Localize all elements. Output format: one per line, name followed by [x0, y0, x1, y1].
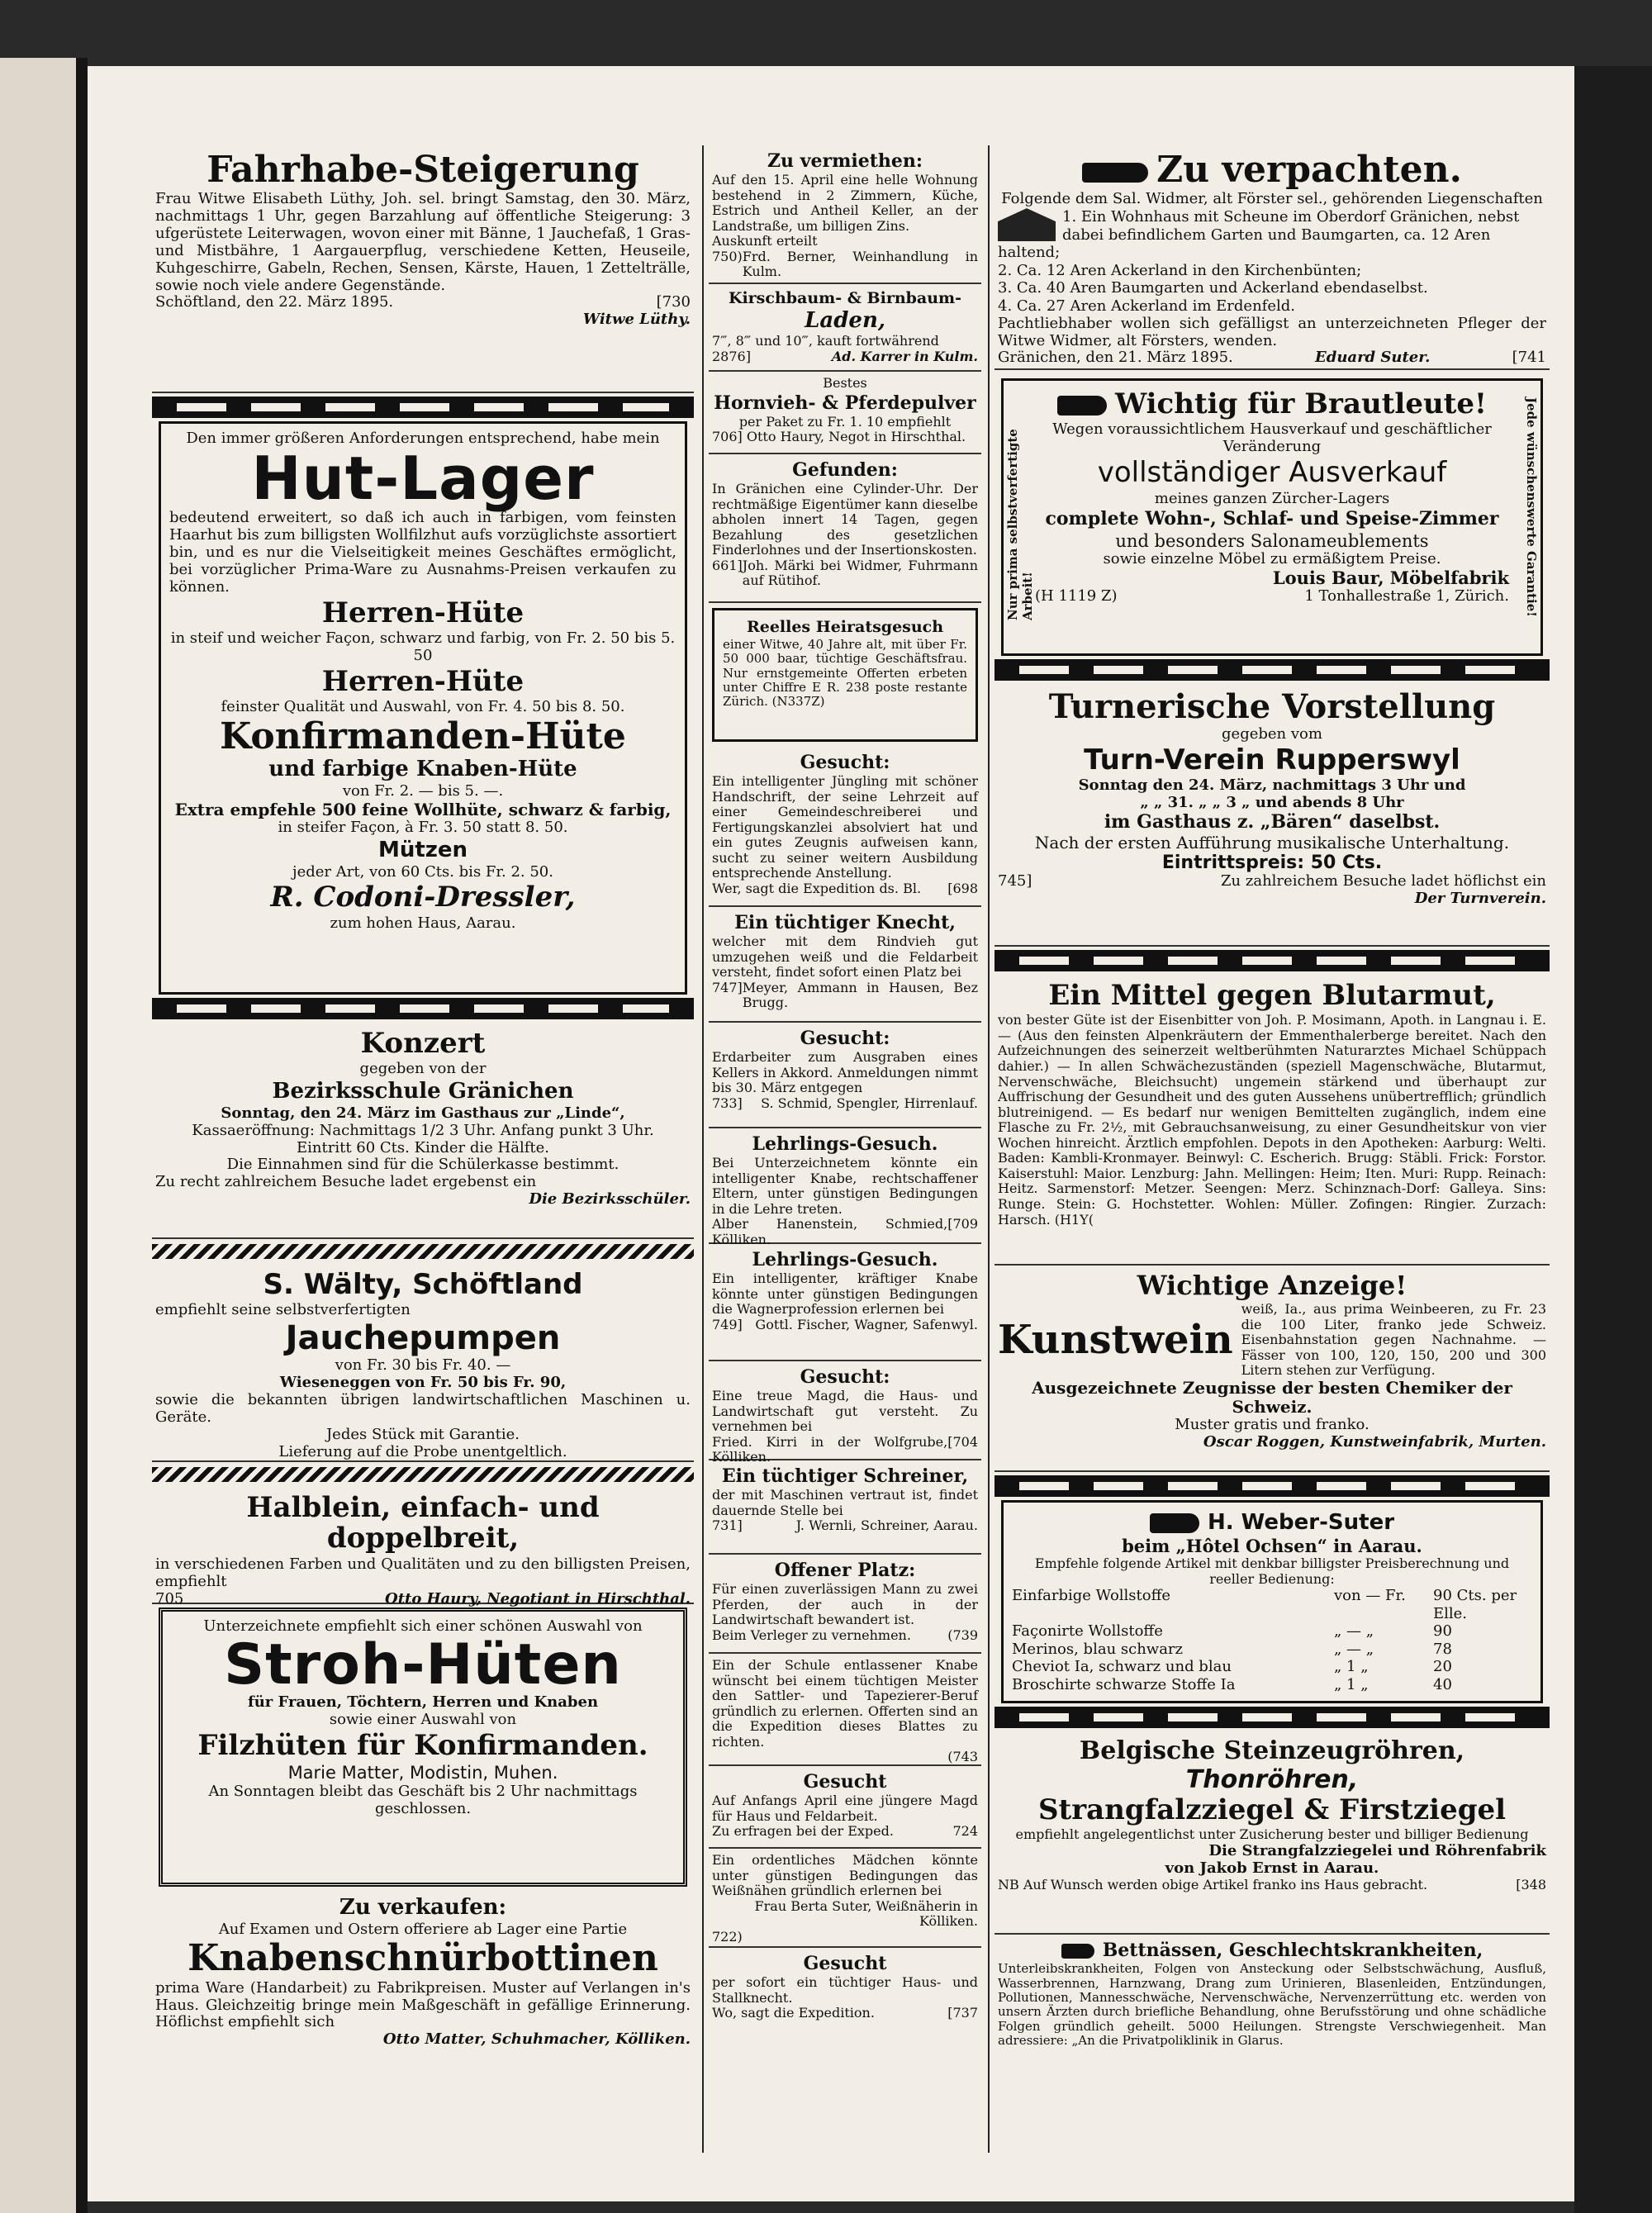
ad-title: Zu verpachten.	[1156, 149, 1462, 191]
ad-waelty	[152, 1264, 694, 1462]
price-from: von — Fr.	[1334, 1587, 1406, 1605]
ad-firm: Die Strangfalzziegelei und Röhrenfabrik	[1208, 1841, 1546, 1859]
ad-title: Turnerische Vorstellung	[1048, 687, 1496, 726]
price-item: Merinos, blau schwarz	[1012, 1640, 1184, 1658]
ad-number: [709	[947, 1216, 978, 1232]
ad-hutlager	[159, 421, 687, 995]
ad-heading: vollständiger Ausverkauf	[1097, 456, 1447, 490]
ad-body: empfiehlt angelegentlichst unter Zusicherung bester und billiger Bedienung	[1015, 1826, 1529, 1843]
ad-text: Zu recht zahlreichem Besuche ladet ergebenst ein	[155, 1173, 537, 1191]
ad-number: [704	[947, 1433, 978, 1450]
ad-body: Bei Unterzeichnetem könnte ein intelligenter Knabe, rechtschaffener Eltern, unter günstigen Bedingungen in die Lehre treten.	[712, 1155, 978, 1217]
ad-title: Lehrlings-Gesuch.	[752, 1133, 938, 1155]
ad-heading: Mützen	[377, 837, 468, 862]
price-value: 20	[1433, 1658, 1452, 1676]
ad-text: Sonntag, den 24. März im Gasthaus zur „Linde“,	[221, 1104, 625, 1122]
ad-title: Zu vermiethen:	[767, 150, 923, 172]
list-item: 4. Ca. 27 Aren Ackerland im Erdenfeld.	[998, 297, 1295, 316]
ad-number: 724	[952, 1823, 978, 1840]
ad-text: in steif und weicher Façon, schwarz und farbig, von Fr. 2. 50 bis 5. 50	[170, 629, 676, 665]
ad-intro: Folgende dem Sal. Widmer, alt Förster sel., gehörenden Liegenschaften	[1001, 190, 1543, 208]
ad-lehrling-wagner	[709, 1244, 981, 1361]
ad-text: Eintrittspreis: 50 Cts.	[1161, 852, 1383, 873]
ad-title: Zu verkaufen:	[339, 1895, 507, 1920]
ad-number: 745]	[998, 872, 1032, 890]
ad-gesucht-jungmagd	[709, 1766, 981, 1849]
ornament-band	[152, 998, 694, 1019]
ad-text: sowie die bekannten übrigen landwirtschaftlichen Maschinen u. Geräte.	[155, 1391, 691, 1426]
ad-text: Lieferung auf die Probe unentgeltlich.	[278, 1442, 567, 1460]
ad-firm: R. Codoni-Dressler,	[270, 881, 576, 914]
ad-text: Zu erfragen bei der Exped.	[712, 1823, 894, 1840]
ad-steinzeug	[995, 1731, 1550, 1935]
ad-text: gegeben von der	[359, 1060, 487, 1078]
ad-body: Ein intelligenter, kräftiger Knabe könnte unter günstigen Bedingungen die Wagnerprofession erlernen bei	[712, 1270, 978, 1318]
ad-text: 7‴, 8‴ und 10‴, kauft fortwährend	[712, 333, 939, 349]
ad-title: Stroh-Hüten	[224, 1631, 622, 1698]
ad-signature: Gottl. Fischer, Wagner, Safenwyl.	[755, 1316, 978, 1332]
price-item: Broschirte schwarze Stoffe Ia	[1012, 1676, 1236, 1694]
ad-number: 2876]	[712, 349, 751, 365]
ad-turnen	[995, 684, 1550, 947]
ornament-band	[995, 1707, 1550, 1728]
ad-body: von bester Güte ist der Eisenbitter von Joh. P. Mosimann, Apoth. in Langnau i. E. — (Aus den feinsten Alpenkräutern der Emmenthalerberge bereitet. Nach den Aufzeichnungen des seinerzeit weltberühmten Naturarztes Michael Schüppach dahier.) — In allen Schwächezuständen (speziell Magenschwäche, Blutarmut, Nervenschwäche, Bleichsucht) ungemein stärkend und überhaupt zur Auffrischung der Gesundheit und des guten Aussehens unübertrefflich; gründlich blutreinigend. — Es bedarf nur wenigen Bemittelten zugänglich, indem eine Flasche zu Fr. 2½, mit Gebrauchsanweisung, zu einer Gesundheitskur von vier Wochen hinreicht. Ärztlich empfohlen. Depots in den Apotheken: Aarburg: Welti. Baden: Kambli-Kronmayer. Beinwyl: C. Escherich. Brugg: Stäbli. Frick: Forstor. Kaiserstuhl: Maior. Lenzburg: Jahn. Mellingen: Heim; Iten. Muri: Rupp. Reinach: Heitz. Sarmenstorf: Metzer. Seengen: Merz. Schinznach-Dorf: Galleya. Sins: Runge. Stein: G. Hochstetter. Wohlen: Müller. Zofingen: Ringier. Zurzach: Harsch. (H1Y(	[998, 1012, 1546, 1228]
side-text-right: Jede wünschenswerte Garantie!	[1524, 397, 1539, 617]
ad-gesucht-magd	[709, 1361, 981, 1465]
list-item: 1. Ein Wohnhaus mit Scheune im Oberdorf Gränichen, nebst dabei befindlichem Garten und Baumgarten, ca. 12 Aren haltend;	[998, 208, 1520, 262]
ad-signature: J. Wernli, Schreiner, Aarau.	[795, 1517, 978, 1534]
ad-title: Gesucht	[803, 1771, 887, 1793]
previous-page-edge	[0, 58, 76, 2213]
ad-product: Jauchepumpen	[285, 1319, 561, 1358]
ad-text: Die Einnahmen sind für die Schülerkasse bestimmt.	[226, 1156, 620, 1174]
ad-place: Gränichen, den 21. März 1895.	[998, 349, 1233, 367]
ad-signature: Witwe Lüthy.	[582, 311, 691, 329]
ad-weissnaeherin	[709, 1849, 981, 1948]
ad-body: Unterleibskrankheiten, Folgen von Ansteckung oder Selbstschwächung, Ausfluß, Wasserbrennen, Harnzwang, Drang zum Urinieren, Blasenleiden, Entzündungen, Pollutionen, Mannesschwäche, Nervenschwäche, Nervenzerrüttung etc. werden von unsern Ärzten durch briefliche Behandlung, ohne Berufsstörung und ohne schädliche Folgen gründlich geheilt. 5000 Heilungen. Strengste Verschwiegenheit. Man adressiere: „An die Privatpoliklinik in Glarus.	[998, 1961, 1546, 2049]
ad-body: Eine treue Magd, die Haus- und Landwirtschaft gut versteht. Zu vernehmen bei	[712, 1388, 978, 1435]
ad-title: Halblein, einfach- und doppelbreit,	[246, 1491, 600, 1555]
ad-signature: Eduard Suter.	[1315, 349, 1431, 367]
ad-signature: S. Schmid, Spengler, Hirrenlauf.	[761, 1095, 978, 1111]
ad-text: für Frauen, Töchtern, Herren und Knaben	[247, 1693, 599, 1712]
ornament-band	[995, 659, 1550, 681]
ad-title: H. Weber-Suter	[1207, 1510, 1395, 1535]
ad-body: Ein intelligenter Jüngling mit schöner Handschrift, der seine Lehrzeit auf einer Gemeindeschreiberei und Fertigungskanzlei absolviert hat und ein gutes Zeugnis aufweisen kann, sucht zu seiner weitern Ausbildung entsprechende Anstellung.	[712, 773, 978, 881]
price-row	[1012, 1641, 1532, 1659]
pointing-hand-icon	[1150, 1513, 1199, 1533]
ad-body: welcher mit dem Rindvieh gut umzugehen weiß und die Feldarbeit versteht, findet sofort einen Platz bei	[712, 933, 978, 981]
ad-list	[998, 208, 1546, 316]
ad-body: In Gränichen eine Cylinder-Uhr. Der rechtmäßige Eigentümer kann dieselbe abholen innert 14 Tagen, gegen Bezahlung des gesetzlichen Finderlohnes und der Insertionskosten.	[712, 481, 978, 558]
ad-knecht	[709, 907, 981, 1023]
ad-number: 749]	[712, 1316, 743, 1332]
column-rule	[988, 145, 990, 2153]
price-item: Einfarbige Wollstoffe	[1012, 1587, 1171, 1605]
ad-firm: von Jakob Ernst in Aarau.	[1165, 1859, 1379, 1877]
ad-number: [730	[656, 293, 691, 311]
ornament-stripes	[152, 1467, 694, 1482]
price-from: „ — „	[1334, 1622, 1374, 1641]
ad-text: jeder Art, von 60 Cts. bis Fr. 2. 50.	[292, 862, 553, 881]
ad-title: Wichtige Anzeige!	[1137, 1270, 1408, 1301]
ad-text: Kassaeröffnung: Nachmittags 1/2 3 Uhr. Anfang punkt 3 Uhr.	[192, 1121, 654, 1139]
list-item: 3. Ca. 40 Aren Baumgarten und Ackerland ebendaselbst.	[998, 279, 1428, 297]
ornament-band	[995, 1475, 1550, 1497]
ad-title: Belgische Steinzeugröhren,	[1079, 1736, 1465, 1765]
ad-number: (739	[947, 1627, 978, 1643]
ad-konzert	[152, 1023, 694, 1239]
ad-signature: Otto Matter, Schuhmacher, Kölliken.	[382, 2030, 691, 2049]
ornament-band	[995, 950, 1550, 971]
ad-signature: Die Bezirksschüler.	[529, 1190, 691, 1209]
price-row	[1012, 1676, 1532, 1694]
ad-text: NB Auf Wunsch werden obige Artikel franko ins Haus gebracht.	[998, 1876, 1428, 1892]
ad-gesucht-erdarbeiter	[709, 1023, 981, 1128]
ad-body: Erdarbeiter zum Ausgraben eines Kellers in Akkord. Anmeldungen nimmt bis 30. März entgegen	[712, 1049, 978, 1096]
ad-text: Beim Verleger zu vernehmen.	[712, 1627, 911, 1643]
list-item: 2. Ca. 12 Aren Ackerland in den Kirchenbünten;	[998, 261, 1362, 279]
ad-body: einer Witwe, 40 Jahre alt, mit über Fr. 50 000 baar, tüchtige Geschäftsfrau. Nur ernstgemeinte Offerten erbeten unter Chiffre E R. 238 poste restante Zürich. (N337Z)	[723, 636, 967, 710]
pointing-hand-icon	[1082, 163, 1148, 183]
ad-heading: Konfirmanden-Hüte	[220, 715, 626, 758]
ad-signature: Meyer, Ammann in Hausen, Bez Brugg.	[742, 979, 978, 1011]
ad-body: Empfehle folgende Artikel mit denkbar billigster Preisberechnung und reeller Bedienung:	[1034, 1555, 1510, 1587]
ad-title: Strangfalzziegel & Firstziegel	[1037, 1793, 1507, 1826]
ad-hornvieh	[709, 372, 981, 454]
ad-body: Auf den 15. April eine helle Wohnung bestehend in 2 Zimmern, Küche, Estrich und Antheil Keller, an der Landstraße, um billigen Zins.	[712, 172, 978, 234]
ad-title: Gesucht:	[800, 752, 890, 773]
ad-body: Ein ordentliches Mädchen könnte unter günstigen Bedingungen das Weißnähen gründlich erlernen bei	[712, 1852, 978, 1899]
ad-number: [741	[1512, 349, 1546, 367]
ad-sattler	[709, 1654, 981, 1766]
ad-kunstwein	[995, 1266, 1550, 1472]
ad-number: 750)	[712, 248, 743, 264]
ad-title: Ein Mittel gegen Blutarmut,	[1048, 979, 1496, 1012]
ad-signature: Frau Berta Suter, Weißnäherin in Kölliken.	[754, 1897, 978, 1930]
ad-text: Wer, sagt die Expedition ds. Bl.	[712, 881, 922, 897]
ad-text: Pachtliebhaber wollen sich gefälligst an unterzeichneten Pfleger der Witwe Widmer, alt Försters, wenden.	[998, 314, 1546, 349]
ad-signature: Oscar Roggen, Kunstweinfabrik, Murten.	[1203, 1433, 1546, 1451]
book-gutter	[76, 58, 88, 2213]
ad-heiratsgesuch	[712, 608, 978, 742]
ad-number: 731]	[712, 1517, 743, 1534]
price-value: 90 Cts. per Elle.	[1433, 1587, 1517, 1622]
ad-text: in steifer Façon, à Fr. 3. 50 statt 8. 50.	[278, 819, 568, 837]
ad-vermiethen	[709, 145, 981, 284]
ad-text: beim „Hôtel Ochsen“ in Aarau.	[1122, 1535, 1422, 1556]
ad-title: Hut-Lager	[251, 443, 595, 513]
ad-signature: Alber Hanenstein, Schmied, Kölliken.	[712, 1216, 948, 1247]
ad-body: Auf Anfangs April eine jüngere Magd für Haus und Feldarbeit.	[712, 1793, 978, 1824]
ad-body: prima Ware (Handarbeit) zu Fabrikpreisen. Muster auf Verlangen in's Haus. Gleichzeitig bringe mein Maßgeschäft in gefällige Erinnerung. Höflichst empfiehlt sich	[155, 1978, 691, 2031]
ad-bettnaessen	[995, 1935, 1550, 2050]
ad-text: Sonntag den 24. März, nachmittags 3 Uhr und	[1078, 776, 1466, 795]
price-from: „ — „	[1334, 1640, 1374, 1658]
ad-text: Eintritt 60 Cts. Kinder die Hälfte.	[297, 1138, 549, 1156]
ad-signature: Otto Haury, Negotiant in Hirschthal.	[385, 1589, 691, 1608]
ad-title: Laden,	[805, 307, 885, 333]
ad-verpachten	[995, 145, 1550, 370]
ad-text: sowie einer Auswahl von	[329, 1711, 517, 1729]
ad-brautleute	[1001, 378, 1543, 656]
ad-halblein	[152, 1487, 694, 1608]
ad-text: Zu zahlreichem Besuche ladet höflichst ein	[1221, 872, 1546, 890]
pointing-hand-icon	[1061, 1944, 1094, 1959]
ad-strohhueten	[159, 1608, 687, 1887]
ad-signature: 706] Otto Haury, Negot in Hirschthal.	[712, 429, 966, 445]
ad-title: S. Wälty, Schöftland	[263, 1268, 583, 1301]
ad-schreiner	[709, 1460, 981, 1555]
ad-title: Kirschbaum- & Birnbaum-	[728, 289, 962, 307]
book-edge	[1574, 66, 1652, 2213]
ad-place: Schöftland, den 22. März 1895.	[155, 293, 394, 311]
price-row	[1012, 1587, 1532, 1622]
ad-title: Reelles Heiratsgesuch	[746, 618, 944, 636]
price-from: „ 1 „	[1334, 1658, 1369, 1676]
ad-text: Nach der ersten Aufführung musikalische Unterhaltung.	[1034, 832, 1510, 852]
price-row	[1012, 1658, 1532, 1676]
ornament-band	[152, 397, 694, 418]
ad-body: weiß, Ia., aus prima Weinbeeren, zu Fr. 23 die 100 Liter, franko jede Schweiz. Eisenbahnstation gegen Nachnahme. — Fässer von 100, 120, 150, 200 und 300 Litern stehen zur Verfügung.	[1241, 1301, 1546, 1379]
ad-text: von Fr. 2. — bis 5. —.	[342, 782, 504, 800]
ad-firm: Marie Matter, Modistin, Muhen.	[287, 1763, 558, 1783]
ad-firm: Louis Baur, Möbelfabrik	[1272, 567, 1509, 588]
ad-heading: Filzhüten für Konfirmanden.	[197, 1729, 648, 1763]
ad-title: Gesucht:	[800, 1366, 890, 1388]
ad-heading: Bezirksschule Gränichen	[272, 1079, 574, 1104]
ad-title: Gesucht	[803, 1953, 887, 1974]
ad-weber-suter	[1001, 1500, 1543, 1703]
column-right	[995, 145, 1550, 2050]
ad-text: zum hohen Haus, Aarau.	[330, 914, 516, 932]
ad-title: Ein tüchtiger Schreiner,	[721, 1465, 969, 1487]
pointing-hand-icon	[1057, 396, 1107, 416]
ad-title: Fahrhabe-Steigerung	[206, 149, 639, 191]
ad-title: Ein tüchtiger Knecht,	[734, 912, 956, 933]
ad-title: Konzert	[360, 1027, 486, 1060]
ad-text: per Paket zu Fr. 1. 10 empfiehlt	[738, 413, 952, 430]
ad-text: sowie einzelne Möbel zu ermäßigtem Preise.	[1103, 549, 1441, 567]
ad-number: [698	[947, 881, 978, 897]
ad-title: Gefunden:	[792, 459, 898, 481]
ad-text: und besonders Salonameublements	[1115, 530, 1429, 551]
ad-title: Lehrlings-Gesuch.	[752, 1249, 938, 1270]
ad-text: Auf Examen und Ostern offeriere ab Lager eine Partie	[218, 1920, 628, 1938]
ad-text: An Sonntagen bleibt das Geschäft bis 2 Uhr nachmittags geschlossen.	[208, 1782, 638, 1817]
price-row	[1012, 1622, 1532, 1641]
ad-number: 722)	[712, 1928, 743, 1945]
ad-body: per sofort ein tüchtiger Haus- und Stallknecht.	[712, 1974, 978, 2006]
ad-heading: Turn-Verein Rupperswyl	[1084, 743, 1460, 776]
price-item: Façonirte Wollstoffe	[1012, 1622, 1163, 1641]
ad-number: 661]	[712, 557, 743, 573]
ad-intro: Den immer größeren Anforderungen entsprechend, habe mein	[186, 430, 660, 447]
ad-title: Hornvieh- & Pferdepulver	[714, 392, 976, 414]
ad-title: Wichtig für Brautleute!	[1115, 387, 1487, 420]
ad-number: (743	[947, 1749, 978, 1765]
ad-body: der mit Maschinen vertraut ist, findet dauernde Stelle bei	[712, 1487, 978, 1518]
ad-title: Bettnässen, Geschlechtskrankheiten,	[1102, 1940, 1483, 1961]
ad-text: Wieseneggen von Fr. 50 bis Fr. 90,	[279, 1374, 567, 1392]
ad-number: 705	[155, 1589, 184, 1608]
ad-number: [348	[1516, 1876, 1546, 1892]
price-value: 90	[1433, 1622, 1452, 1641]
ad-title: Offener Platz:	[774, 1560, 916, 1581]
ad-text: von Fr. 30 bis Fr. 40. —	[335, 1356, 511, 1375]
ad-text: Extra empfehle 500 feine Wollhüte, schwarz & farbig,	[174, 799, 672, 819]
ad-kirschbaum	[709, 284, 981, 372]
ad-address: 1 Tonhallestraße 1, Zürich.	[1304, 587, 1509, 605]
ornament-stripes	[152, 1244, 694, 1259]
ad-number: [737	[947, 2005, 978, 2021]
ad-code: (H 1119 Z)	[1035, 587, 1118, 605]
ad-offener-platz	[709, 1555, 981, 1654]
ad-body: Für einen zuverlässigen Mann zu zwei Pferden, der auch in der Landwirtschaft bewandert ist.	[712, 1581, 978, 1628]
price-from: „ 1 „	[1334, 1676, 1369, 1694]
ad-body: in verschiedenen Farben und Qualitäten und zu den billigsten Preisen, empfiehlt	[155, 1555, 691, 1590]
ad-text: empfiehlt seine selbstverfertigten	[155, 1301, 411, 1319]
ad-signature: Joh. Märki bei Widmer, Fuhrmann auf Rütihof.	[742, 557, 978, 589]
ad-number: 747]	[712, 979, 743, 995]
ad-gefunden	[709, 454, 981, 603]
ad-stallknecht	[709, 1948, 981, 2030]
ad-signature: Ad. Karrer in Kulm.	[831, 349, 978, 365]
ad-intro: Unterzeichnete empfiehlt sich einer schönen Auswahl von	[203, 1617, 643, 1635]
ad-signature: Fried. Kirri in der Wolfgrube, Kölliken.	[712, 1433, 948, 1465]
ad-signature: Frd. Berner, Weinhandlung in Kulm.	[742, 248, 978, 280]
price-value: 40	[1433, 1676, 1452, 1694]
ad-text: Muster gratis und franko.	[1175, 1416, 1370, 1434]
ad-signature: Der Turnverein.	[1414, 890, 1546, 908]
ad-heading: Herren-Hüte	[321, 596, 525, 629]
ad-text: Wo, sagt die Expedition.	[712, 2005, 875, 2021]
ad-body: bedeutend erweitert, so daß ich auch in farbigen, vom feinsten Haarhut bis zum billigsten Wollfilzhut aufs vorzüglichste assortiert bin, und es nur die Vielseitigkeit meines Geschäftes ermöglicht, bei vorzüglicher Prima-Ware zu Ausnahms-Preisen verkaufen zu können.	[169, 509, 676, 596]
ad-product: Kunstwein	[998, 1317, 1233, 1364]
ad-fahrhabe	[152, 145, 694, 393]
newspaper-page	[88, 66, 1574, 2201]
ad-subheading: und farbige Knaben-Hüte	[268, 757, 577, 782]
price-value: 78	[1433, 1640, 1452, 1658]
ad-product: Knabenschnürbottinen	[188, 1937, 658, 1980]
ad-text: Auskunft erteilt	[712, 233, 818, 249]
ad-verkaufen	[152, 1890, 694, 2088]
ad-title: Gesucht:	[800, 1028, 890, 1049]
ad-heading: complete Wohn-, Schlaf- und Speise-Zimmer	[1045, 508, 1499, 530]
ad-number: 733]	[712, 1095, 743, 1111]
column-rule	[702, 145, 704, 2153]
column-middle	[709, 145, 981, 2030]
ad-text: Wegen voraussichtlichem Hausverkauf und geschäftlicher Veränderung	[1052, 420, 1492, 456]
ad-body: Frau Witwe Elisabeth Lüthy, Joh. sel. bringt Samstag, den 30. März, nachmittags 1 Uhr, gegen Barzahlung auf öffentliche Steigerung: 3 ufgerüstete Leiterwagen, wovon einer mit Bänne, 1 Jauchefaß, 1 Gras- und Mistbähre, 1 Aargauerpflug, verschiedene Ketten, Heuseile, Kuhgeschirre, Gabeln, Rechen, Sensen, Kärste, Hauen, 1 Zettelträlle, sowie noch viele andere Gegenstände.	[155, 190, 691, 294]
ad-text: gegeben vom	[1222, 725, 1322, 743]
ad-text: Ausgezeichnete Zeugnisse der besten Chemiker der Schweiz.	[1032, 1377, 1512, 1418]
price-item: Cheviot Ia, schwarz und blau	[1012, 1658, 1232, 1676]
column-left	[152, 145, 694, 2088]
side-text-left: Nur prima selbstverfertigte Arbeit!	[1005, 429, 1035, 620]
ad-text: „ „ 31. „ „ 3 „ und abends 8 Uhr	[1140, 794, 1404, 812]
ad-text: im Gasthaus z. „Bären“ daselbst.	[1104, 811, 1441, 833]
ad-text: meines ganzen Zürcher-Lagers	[1154, 489, 1390, 507]
ad-body: Ein der Schule entlassener Knabe wünscht bei einem tüchtigen Meister den Sattler- und Tapezierer-Beruf gründlich zu erlernen. Offerten sind an die Expedition dieses Blattes zu richten.	[712, 1657, 978, 1750]
ad-text: Jedes Stück mit Garantie.	[325, 1425, 520, 1443]
ad-text: Bestes	[823, 375, 867, 391]
ad-lehrling-schmied	[709, 1128, 981, 1247]
ad-heading: Herren-Hüte	[321, 664, 525, 698]
ad-text: feinster Qualität und Auswahl, von Fr. 4. 50 bis 8. 50.	[221, 698, 625, 716]
ad-blutarmut	[995, 975, 1550, 1266]
ad-gesucht-juengling	[709, 747, 981, 907]
ad-title: Thonröhren,	[1185, 1765, 1359, 1794]
